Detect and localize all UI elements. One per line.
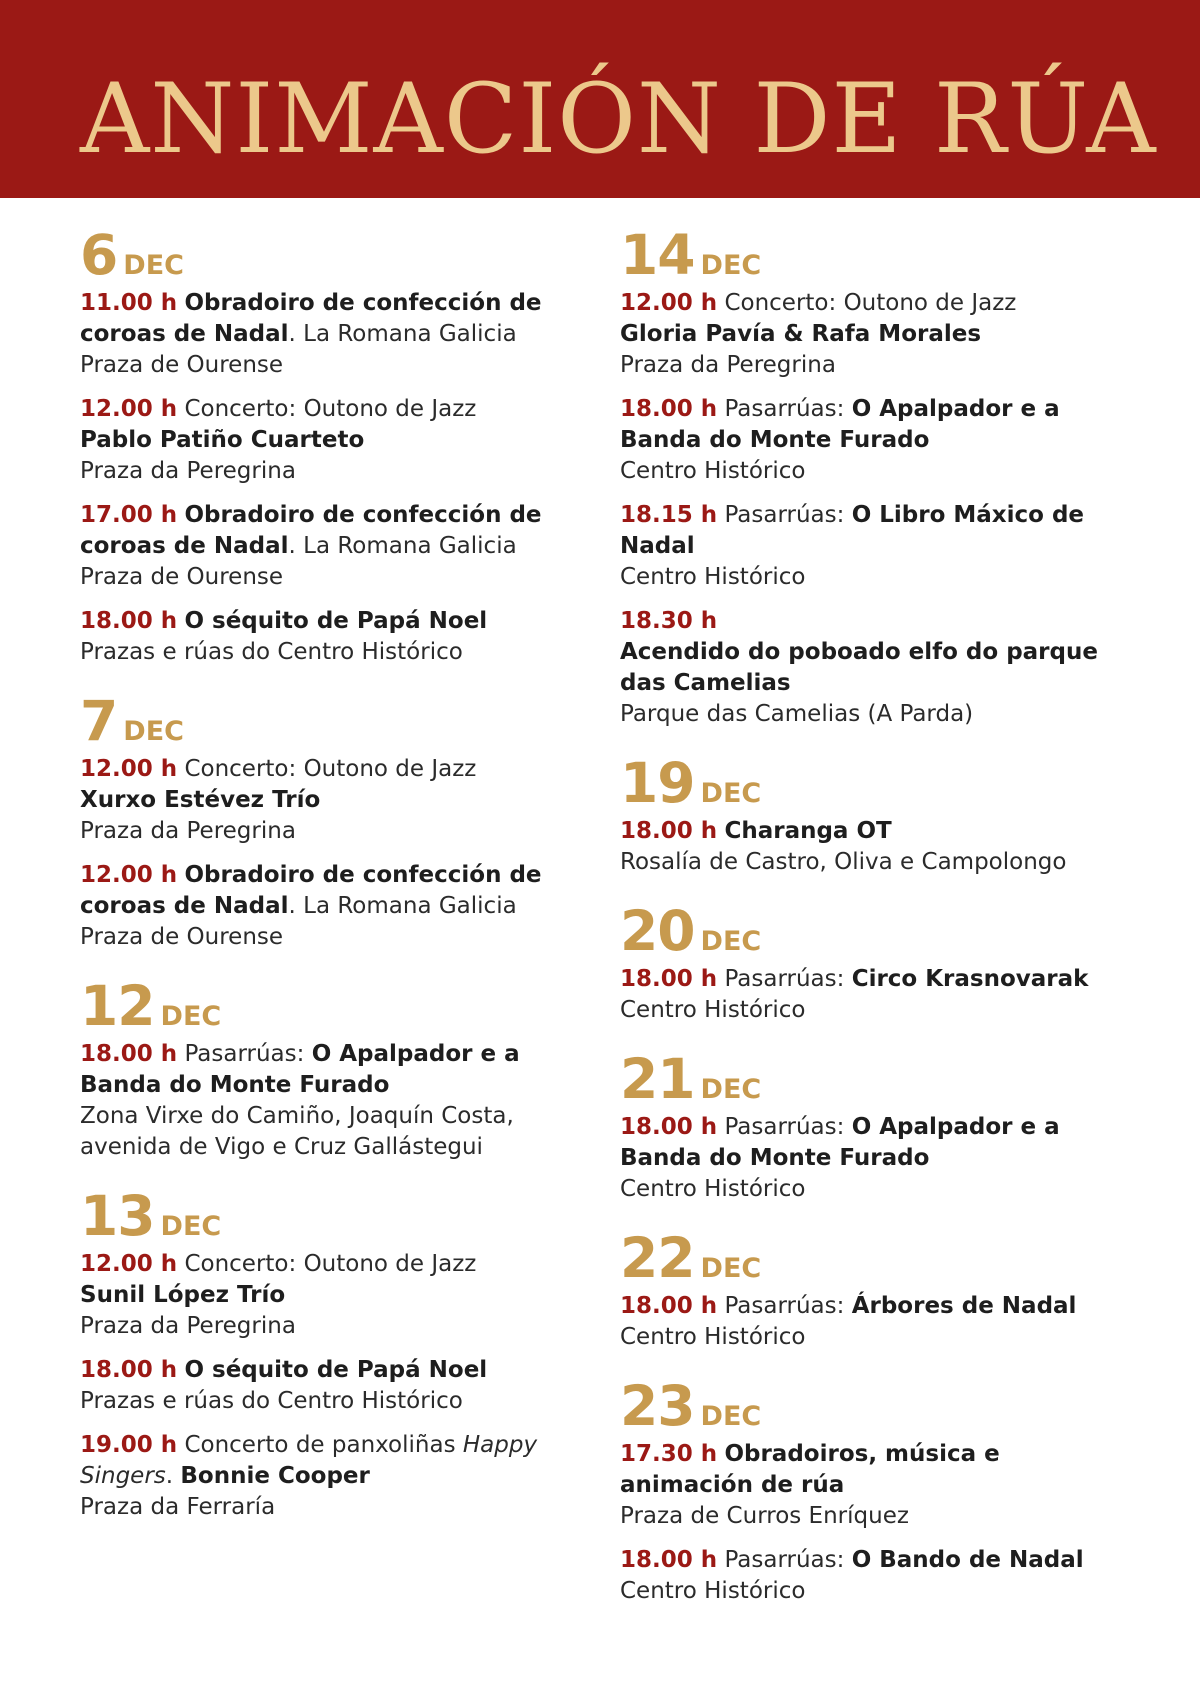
event-time: 18.00 h (620, 818, 718, 844)
day-22 (620, 1225, 1120, 1353)
event-category: Pasarrúas: (724, 966, 845, 992)
event-time: 18.00 h (80, 1357, 178, 1383)
event-time: 12.00 h (620, 290, 718, 316)
event-place: Praza de Curros Enríquez (620, 1503, 909, 1529)
day-month: DEC (700, 250, 762, 281)
day-month: DEC (700, 1074, 762, 1105)
event-item (620, 964, 1120, 1026)
event-item (80, 1249, 600, 1342)
day-month: DEC (700, 1401, 762, 1432)
event-organizer: . La Romana Galicia (288, 533, 517, 559)
day-month: DEC (123, 250, 184, 281)
event-title: Árbores de Nadal (851, 1293, 1077, 1319)
event-time: 12.00 h (80, 1251, 178, 1277)
event-italic-title: Happy Singers (80, 1432, 538, 1489)
event-place: Praza da Peregrina (80, 818, 296, 844)
event-category: Pasarrúas: (184, 1041, 305, 1067)
day-heading (80, 973, 600, 1039)
event-place: Centro Histórico (620, 1578, 806, 1604)
event-organizer: . La Romana Galicia (288, 893, 517, 919)
day-14 (620, 222, 1120, 730)
day-number: 19 (620, 751, 695, 815)
event-time: 12.00 h (80, 396, 178, 422)
day-heading (620, 1046, 1120, 1112)
event-time: 18.00 h (80, 608, 178, 634)
event-title: Acendido do poboado elfo do parque das Camelias (620, 639, 1098, 696)
event-time: 12.00 h (80, 756, 178, 782)
event-place: Praza da Peregrina (80, 458, 296, 484)
event-place: Centro Histórico (620, 1176, 806, 1202)
day-12 (80, 973, 600, 1163)
day-number: 13 (80, 1184, 155, 1248)
event-item (620, 500, 1120, 593)
event-item (620, 1291, 1120, 1353)
event-time: 12.00 h (80, 862, 178, 888)
event-place: Parque das Camelias (A Parda) (620, 701, 974, 727)
day-month: DEC (700, 1253, 762, 1284)
event-time: 18.00 h (620, 1293, 718, 1319)
day-number: 6 (80, 223, 118, 287)
event-place: Centro Histórico (620, 1324, 806, 1350)
event-title: O Apalpador e a Banda do Monte Furado (80, 1041, 520, 1098)
day-23 (620, 1373, 1120, 1607)
event-title: Obradoiros, música e animación de rúa (620, 1441, 1000, 1498)
day-20 (620, 898, 1120, 1026)
event-item (80, 606, 600, 668)
event-place: Praza de Ourense (80, 564, 284, 590)
event-title: O Bando de Nadal (851, 1547, 1084, 1573)
day-number: 7 (80, 689, 118, 753)
day-19 (620, 750, 1120, 878)
event-item (80, 860, 600, 953)
event-title: Bonnie Cooper (180, 1463, 370, 1489)
event-place: Centro Histórico (620, 564, 806, 590)
event-category: Pasarrúas: (724, 502, 845, 528)
schedule-column-left (80, 222, 600, 1523)
event-category: Pasarrúas: (724, 1114, 845, 1140)
event-place: Zona Virxe do Camiño, Joaquín Costa, avenida de Vigo e Cruz Gallástegui (80, 1103, 514, 1160)
day-heading (80, 1183, 600, 1249)
day-21 (620, 1046, 1120, 1205)
event-title: Xurxo Estévez Trío (80, 787, 321, 813)
event-item (620, 1112, 1120, 1205)
event-category: Pasarrúas: (724, 1293, 845, 1319)
event-time: 18.00 h (620, 396, 718, 422)
event-place: Rosalía de Castro, Oliva e Campolongo (620, 849, 1067, 875)
day-heading (620, 1225, 1120, 1291)
event-category: Concerto de panxoliñas (184, 1432, 456, 1458)
page-title: ANIMACIÓN DE RÚA (80, 63, 1157, 175)
event-item (620, 288, 1120, 381)
day-month: DEC (160, 1001, 222, 1032)
event-category: Concerto: Outono de Jazz (184, 756, 477, 782)
event-title: Sunil López Trío (80, 1282, 286, 1308)
event-time: 17.30 h (620, 1441, 718, 1467)
event-title: Charanga OT (724, 818, 892, 844)
event-place: Centro Histórico (620, 997, 806, 1023)
event-item (80, 1430, 600, 1523)
event-place: Praza de Ourense (80, 352, 284, 378)
event-category: Pasarrúas: (724, 396, 845, 422)
day-month: DEC (700, 778, 762, 809)
day-month: DEC (700, 926, 762, 957)
event-place: Praza de Ourense (80, 924, 284, 950)
event-place: Praza da Ferraría (80, 1494, 276, 1520)
event-place: Prazas e rúas do Centro Histórico (80, 639, 463, 665)
day-heading (620, 898, 1120, 964)
event-separator: . (165, 1463, 174, 1489)
event-item (80, 1039, 600, 1163)
event-item (80, 754, 600, 847)
day-number: 14 (620, 223, 695, 287)
event-item (80, 288, 600, 381)
event-title: Gloria Pavía & Rafa Morales (620, 321, 982, 347)
day-number: 12 (80, 974, 155, 1038)
day-number: 21 (620, 1047, 695, 1111)
day-number: 22 (620, 1226, 695, 1290)
event-item (620, 394, 1120, 487)
event-item (80, 394, 600, 487)
event-item (620, 816, 1120, 878)
event-time: 18.00 h (620, 1114, 718, 1140)
event-time: 18.00 h (80, 1041, 178, 1067)
event-title: Obradoiro de confección de coroas de Nadal (80, 502, 542, 559)
event-title: Pablo Patiño Cuarteto (80, 427, 365, 453)
event-place: Centro Histórico (620, 458, 806, 484)
event-time: 17.00 h (80, 502, 178, 528)
day-heading (80, 222, 600, 288)
event-item (620, 1439, 1120, 1532)
event-place: Praza da Peregrina (80, 1313, 296, 1339)
event-title: O Libro Máxico de Nadal (620, 502, 1085, 559)
event-title: O séquito de Papá Noel (184, 608, 488, 634)
event-title: Obradoiro de confección de coroas de Nadal (80, 290, 542, 347)
event-category: Concerto: Outono de Jazz (184, 1251, 477, 1277)
event-item (620, 606, 1120, 730)
day-heading (620, 222, 1120, 288)
header-banner (0, 0, 1200, 198)
event-category: Pasarrúas: (724, 1547, 845, 1573)
day-6 (80, 222, 600, 668)
day-7 (80, 688, 600, 953)
event-title: Circo Krasnovarak (851, 966, 1089, 992)
event-title: Obradoiro de confección de coroas de Nadal (80, 862, 542, 919)
day-heading (620, 1373, 1120, 1439)
day-heading (620, 750, 1120, 816)
day-heading (80, 688, 600, 754)
event-title: O Apalpador e a Banda do Monte Furado (620, 396, 1060, 453)
event-item (80, 1355, 600, 1417)
day-number: 23 (620, 1374, 695, 1438)
event-time: 18.15 h (620, 502, 718, 528)
event-item (80, 500, 600, 593)
day-month: DEC (123, 716, 184, 747)
event-title: O séquito de Papá Noel (184, 1357, 488, 1383)
event-organizer: . La Romana Galicia (288, 321, 517, 347)
event-item (620, 1545, 1120, 1607)
event-place: Praza da Peregrina (620, 352, 836, 378)
event-time: 18.00 h (620, 966, 718, 992)
event-title: O Apalpador e a Banda do Monte Furado (620, 1114, 1060, 1171)
day-13 (80, 1183, 600, 1523)
event-category: Concerto: Outono de Jazz (184, 396, 477, 422)
schedule-column-right (620, 222, 1120, 1607)
event-time: 11.00 h (80, 290, 178, 316)
event-category: Concerto: Outono de Jazz (724, 290, 1017, 316)
event-time: 18.30 h (620, 608, 718, 634)
day-number: 20 (620, 899, 695, 963)
day-month: DEC (160, 1211, 222, 1242)
event-place: Prazas e rúas do Centro Histórico (80, 1388, 463, 1414)
event-time: 19.00 h (80, 1432, 178, 1458)
event-time: 18.00 h (620, 1547, 718, 1573)
